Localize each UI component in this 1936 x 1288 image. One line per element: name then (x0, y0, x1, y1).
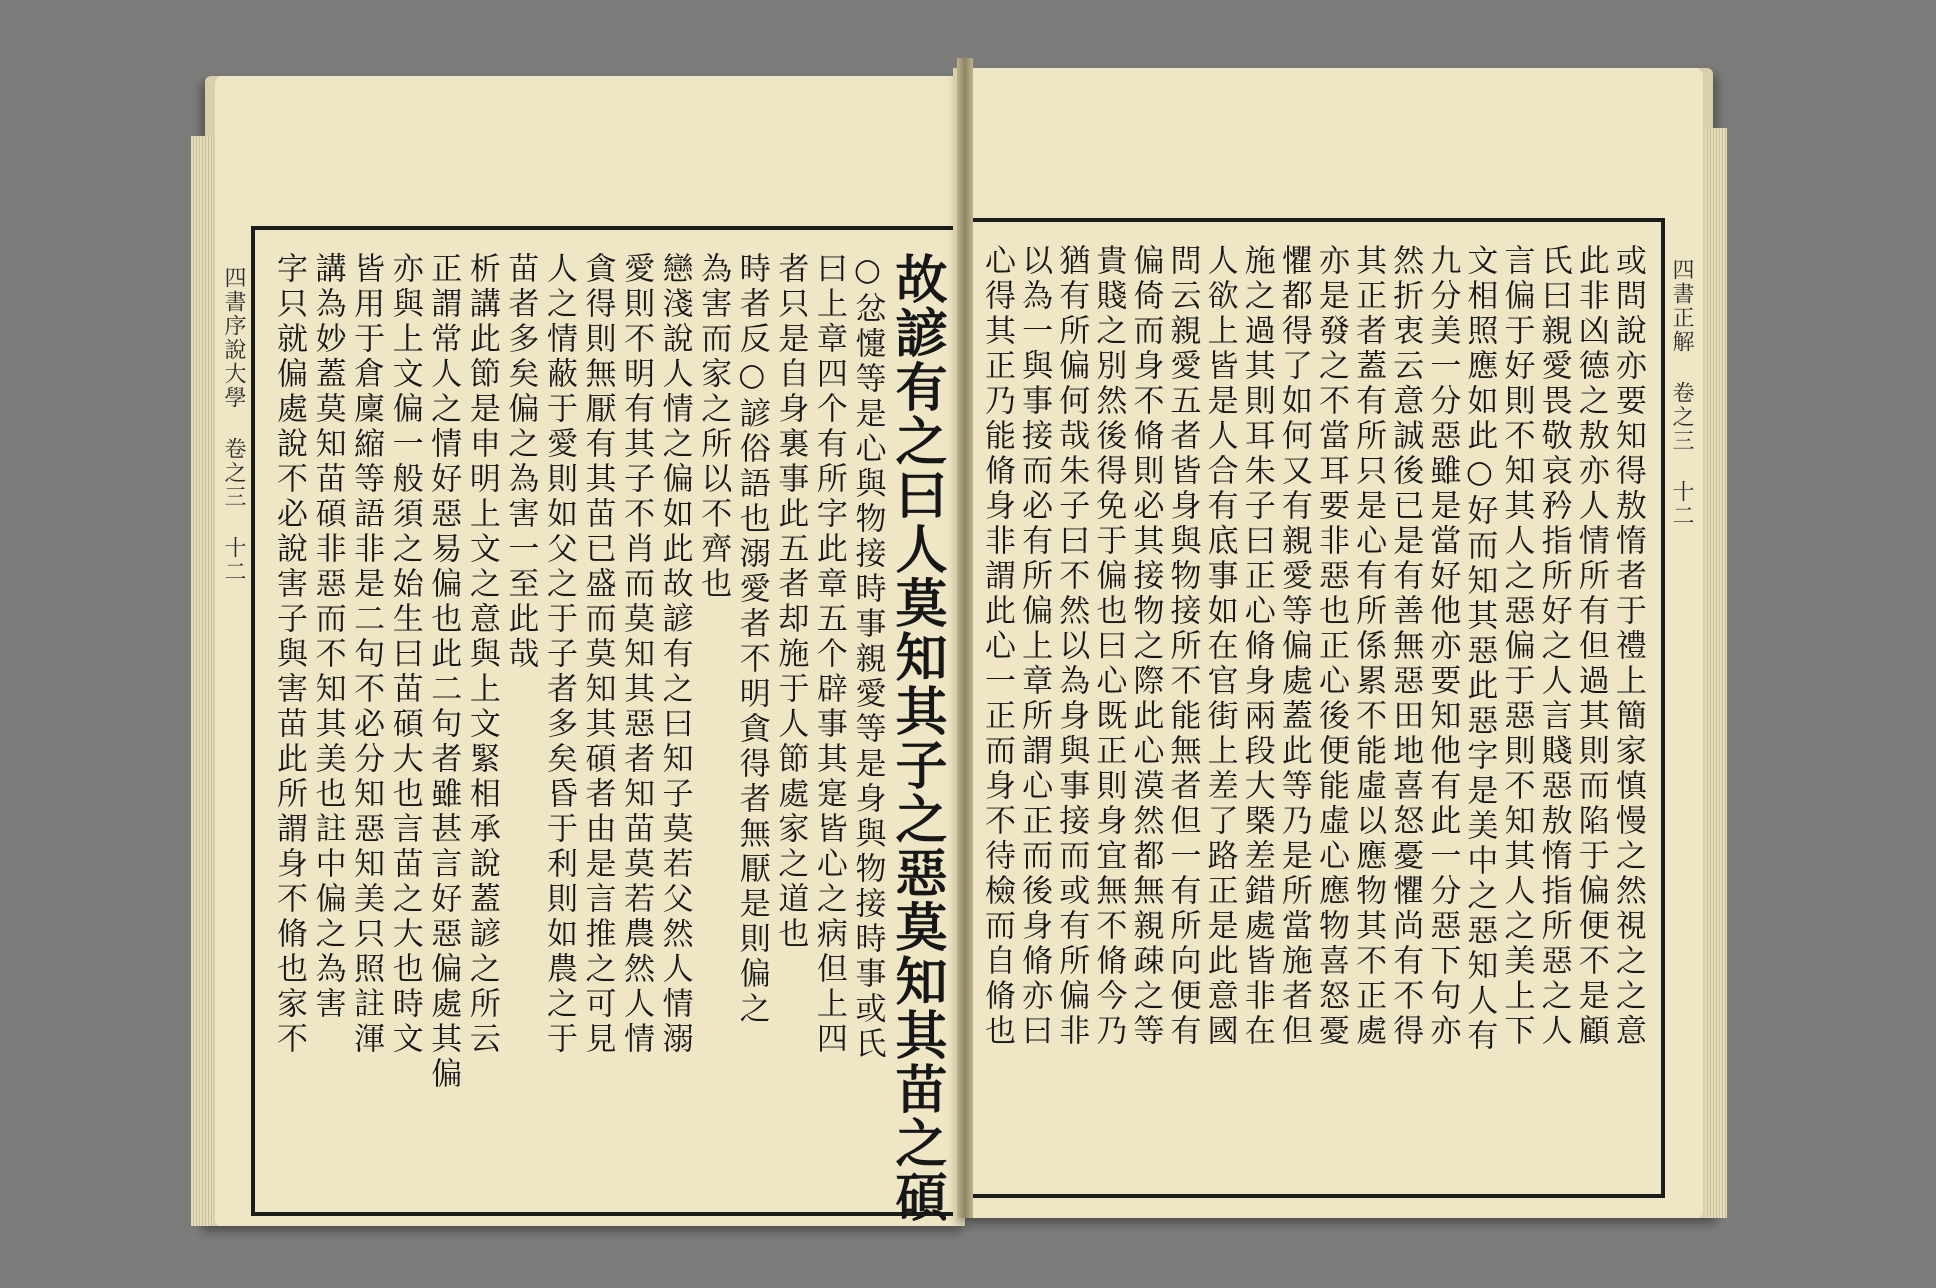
right-page-stack (953, 68, 1713, 1218)
commentary-column: 心得其正乃能脩身非謂此心一正而身不待檢而自脩也 (979, 244, 1015, 1049)
commentary-column: 曰上章四个有所字此章五个辟事其寔皆心之病但上四 (810, 252, 847, 1057)
commentary-column: 人欲上皆是人合有底事如在官街上差了路正是此意國 (1201, 244, 1238, 1049)
commentary-column: 皆用于倉廩縮等語非是二句不必分知惡知美只照註渾 (348, 252, 385, 1057)
commentary-column: 亦是發之不當耳要非惡也正心後便能虛心應物喜怒憂 (1312, 244, 1349, 1049)
commentary-column: 貪得則無厭有其苗已盛而莫知其碩者由是言推之可見 (579, 252, 616, 1057)
commentary-column: 懼都得了如何又有親愛等偏處蓋此等乃是所當施者但 (1275, 244, 1312, 1049)
commentary-column: 者只是自身裏事此五者却施于人節處家之道也 (772, 252, 809, 952)
commentary-column: 施之過其則耳朱子曰正心脩身兩段大槩差錯處皆非在 (1238, 244, 1275, 1049)
commentary-column: 愛則不明有其子不肖而莫知其惡者知苗莫若農然人情 (618, 252, 655, 1057)
commentary-column: 析講此節是申明上文之意與上文緊相承說蓋諺之所云 (463, 252, 500, 1057)
commentary-column: 時者反○諺俗語也溺愛者不明貪得者無厭是則偏之 (733, 252, 770, 1027)
right-page (957, 68, 1703, 1218)
commentary-column: 或問說亦要知得敖惰者于禮上簡家慎慢之然視之之意 (1609, 244, 1646, 1049)
commentary-column: 此非凶德之敖亦人情所有但過其則而陷于偏便不是顧 (1572, 244, 1609, 1049)
left-text-frame (251, 226, 964, 1224)
right-page-edge-label: 四書正解 卷之三 十二 (1669, 258, 1694, 528)
book-gutter (957, 58, 973, 1218)
right-text-columns (979, 244, 1646, 1176)
left-page-stack (205, 76, 965, 1226)
left-fore-edge (191, 136, 213, 1226)
commentary-column: 正謂常人之情好惡易偏也此二句者雖甚言好惡偏處其偏 (425, 252, 462, 1092)
left-text-columns (271, 252, 947, 1224)
commentary-column: 九分美一分惡雖是當好他亦要知他有此一分惡下句亦 (1424, 244, 1461, 1049)
main-text-column: 故諺有之曰人莫知其子之惡莫知其苗之碩 (886, 252, 947, 1224)
commentary-column: 猶有所偏何哉朱子曰不然以為身與事接而或有所偏非 (1053, 244, 1090, 1049)
commentary-column: 其正者蓋有所只是心有所係累不能虛以應物其不正處 (1350, 244, 1387, 1049)
commentary-column: 氏曰親愛畏敬哀矜指所好之人言賤惡敖惰指所惡之人 (1535, 244, 1572, 1049)
commentary-column: 然折衷云意誠後已是有善無惡田地喜怒憂懼尚有不得 (1387, 244, 1424, 1049)
commentary-column: 戀淺說人情之偏如此故諺有之曰知子莫若父然人情溺 (656, 252, 693, 1057)
commentary-column: 文相照應如此○好而知其惡此惡字是美中之惡知人有 (1461, 244, 1498, 1054)
commentary-column: 為害而家之所以不齊也 (695, 252, 732, 602)
commentary-column: ○忿懥等是心與物接時事親愛等是身與物接時事或氏 (849, 252, 886, 1062)
left-page-edge-label: 四書序說大學 卷之三 十二 (221, 266, 246, 584)
commentary-column: 講為妙蓋莫知苗碩非惡而不知其美也註中偏之為害 (309, 252, 346, 1022)
commentary-column: 苗者多矣偏之為害一至此哉 (502, 252, 539, 672)
open-book (205, 58, 1713, 1236)
commentary-column: 問云親愛五者皆身與物接所不能無者但一有所向便有 (1164, 244, 1201, 1049)
right-text-frame (959, 218, 1665, 1198)
commentary-column: 以為一與事接而必有所偏上章所謂心正而後身脩亦曰 (1016, 244, 1053, 1049)
commentary-column: 亦與上文偏一般須之始生曰苗碩大也言苗之大也時文 (386, 252, 423, 1057)
right-fore-edge (1705, 128, 1727, 1218)
commentary-column: 言偏于好則不知其人之惡偏于惡則不知其人之美上下 (1498, 244, 1535, 1049)
commentary-column: 字只就偏處說不必說害子與害苗此所謂身不脩也家不 (271, 252, 307, 1057)
commentary-column: 貴賤之別然後得免于偏也曰心既正則身宜無不脩今乃 (1090, 244, 1127, 1049)
left-page (215, 76, 965, 1226)
commentary-column: 人之情蔽于愛則如父之于子者多矣昏于利則如農之于 (540, 252, 577, 1057)
commentary-column: 偏倚而身不脩則必其接物之際此心漠然都無親疎之等 (1127, 244, 1164, 1049)
